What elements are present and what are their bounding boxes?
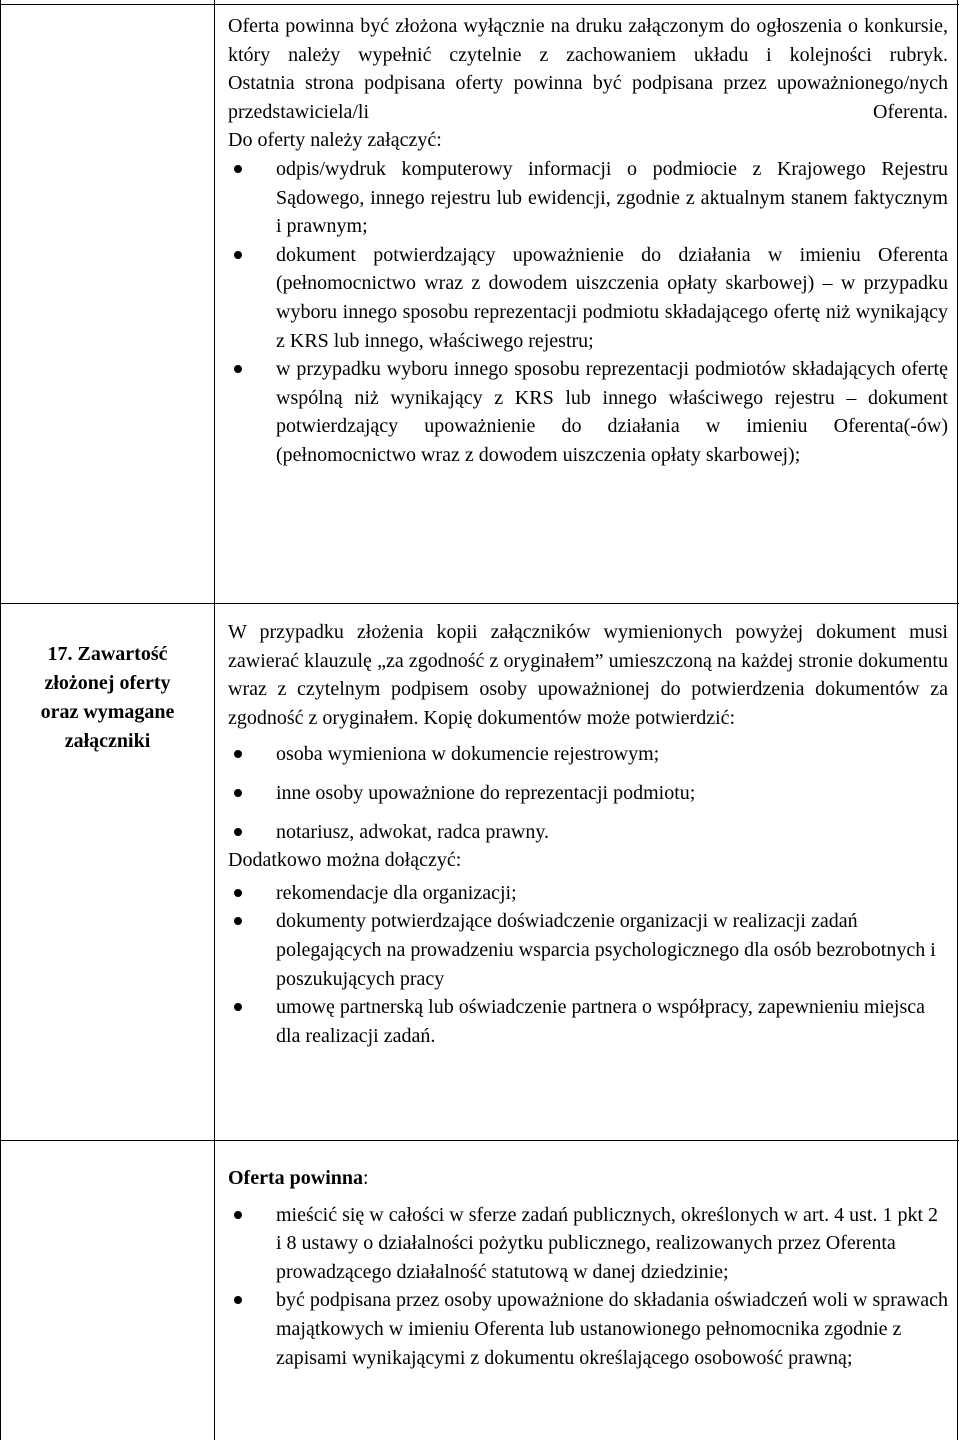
confirmers-list	[228, 740, 948, 846]
row-label	[1, 640, 214, 756]
list-item: być podpisana przez osoby upoważnione do składania oświadczeń woli w sprawach majątkowych w imieniu Oferenta lub ustanowionego pełnomocnika zgodnie z zapisami wynikającymi z dokumentu określającego osobowość prawną;	[228, 1286, 948, 1372]
list-item: umowę partnerską lub oświadczenie partnera o współpracy, zapewnieniu miejsca dla realizacji zadań.	[228, 993, 948, 1050]
row-divider-bottom	[1, 1140, 959, 1141]
row-divider-top	[1, 603, 959, 604]
attachments-heading: Do oferty należy załączyć:	[228, 129, 442, 152]
offer-requirements-heading: Oferta powinna:	[228, 1167, 369, 1189]
bullet-icon	[234, 789, 242, 797]
row-label-line4: załączniki	[64, 730, 151, 752]
list-item: dokumenty potwierdzające doświadczenie organizacji w realizacji zadań polegających na prowadzeniu wsparcia psychologicznego dla osób bezrobotnych i poszukujących pracy	[228, 907, 948, 993]
row-label-line1: 17. Zawartość	[47, 643, 168, 665]
bullet-icon	[234, 165, 242, 173]
copies-paragraph: W przypadku złożenia kopii załączników wymienionych powyżej dokument musi zawierać klauzulę „za zgodność z oryginałem” umieszczoną na każdej stronie dokumentu wraz z czytelnym podpisem osoby upoważnionej do potwierdzenia dokumentów za zgodność z oryginałem. Kopię dokumentów może potwierdzić:	[228, 621, 948, 729]
bullet-icon	[234, 917, 242, 925]
signature-paragraph: Ostatnia strona podpisana oferty powinna być podpisana przez upoważnionego/nych przedstawiciela/li Oferenta.	[228, 72, 948, 123]
table-top-border	[1, 4, 959, 5]
bullet-icon	[234, 1296, 242, 1304]
list-item: rekomendacje dla organizacji;	[228, 879, 948, 908]
bullet-icon	[234, 251, 242, 259]
bullet-icon	[234, 889, 242, 897]
list-item: w przypadku wyboru innego sposobu reprezentacji podmiotów składających ofertę wspólną niż wynikający z KRS lub innego właściwego rejestru – dokument potwierdzający upoważnienie do działania w imieniu Oferenta(-ów) (pełnomocnictwo wraz z dowodem uiszczenia opłaty skarbowej);	[228, 355, 948, 469]
column-divider	[214, 0, 215, 1440]
row-number: 17.	[47, 643, 73, 665]
offer-requirements-list	[228, 1201, 948, 1373]
row-label-line2: złożonej oferty	[44, 672, 171, 694]
offer-format-section	[228, 12, 948, 470]
list-item: dokument potwierdzający upoważnienie do działania w imieniu Oferenta (pełnomocnictwo wraz z dowodem uiszczenia opłaty skarbowej) – w przypadku wyboru innego sposobu reprezentacji podmiotu składającego ofertę niż wynikający z KRS lub innego, właściwego rejestru;	[228, 241, 948, 355]
attachments-list	[228, 155, 948, 470]
offer-format-paragraph: Oferta powinna być złożona wyłącznie na druku załączonym do ogłoszenia o konkursie, który należy wypełnić czytelnie z zachowaniem układu i kolejności rubryk.	[228, 15, 948, 66]
copies-section	[228, 618, 948, 1050]
additional-list	[228, 879, 948, 1051]
list-item: osoba wymieniona w dokumencie rejestrowym;	[228, 740, 948, 769]
bullet-icon	[234, 1003, 242, 1011]
additional-heading: Dodatkowo można dołączyć:	[228, 849, 462, 872]
bullet-icon	[234, 828, 242, 836]
list-item: notariusz, adwokat, radca prawny.	[228, 818, 948, 847]
row-label-line3: oraz wymagane	[40, 701, 175, 723]
bullet-icon	[234, 1211, 242, 1219]
list-item: odpis/wydruk komputerowy informacji o podmiocie z Krajowego Rejestru Sądowego, innego rejestru lub ewidencji, zgodnie z aktualnym stanem faktycznym i prawnym;	[228, 155, 948, 241]
bullet-icon	[234, 365, 242, 373]
list-item: inne osoby upoważnione do reprezentacji podmiotu;	[228, 779, 948, 808]
bullet-icon	[234, 750, 242, 758]
list-item: mieścić się w całości w sferze zadań publicznych, określonych w art. 4 ust. 1 pkt 2 i 8 ustawy o działalności pożytku publicznego, realizowanych przez Oferenta prowadzącego działalność statutową w danej dziedzinie;	[228, 1201, 948, 1287]
offer-requirements-section	[228, 1164, 948, 1372]
